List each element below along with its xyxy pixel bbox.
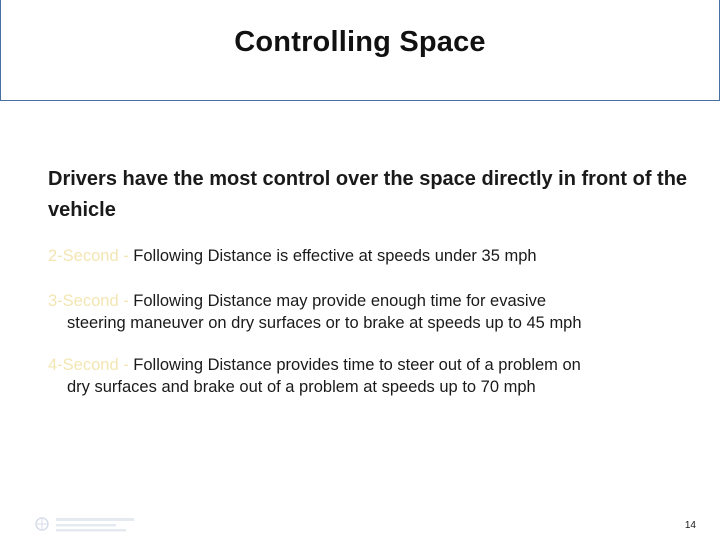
bullet-point-3-second	[48, 290, 688, 334]
bullet-text: Following Distance provides time to steer out of a problem on	[133, 356, 581, 374]
bullet-lead: 2-Second -	[48, 247, 134, 265]
slide-title: Controlling Space	[234, 26, 486, 58]
bullet-lead: 4-Second -	[48, 356, 134, 374]
bullet-point-4-second	[48, 354, 688, 398]
bullet-text: Following Distance is effective at speeds under 35 mph	[133, 247, 537, 265]
watermark-logo	[22, 514, 142, 534]
bullet-text-continued: dry surfaces and brake out of a problem at speeds up to 70 mph	[67, 378, 536, 396]
intro-text: Drivers have the most control over the space directly in front of the vehicle	[48, 168, 688, 221]
bullet-point-2-second	[48, 245, 688, 267]
page-number: 14	[684, 520, 696, 531]
bullet-text-continued: steering maneuver on dry surfaces or to brake at speeds up to 45 mph	[67, 314, 582, 332]
bullet-lead: 3-Second -	[48, 292, 134, 310]
bullet-text: Following Distance may provide enough time for evasive	[133, 292, 546, 310]
